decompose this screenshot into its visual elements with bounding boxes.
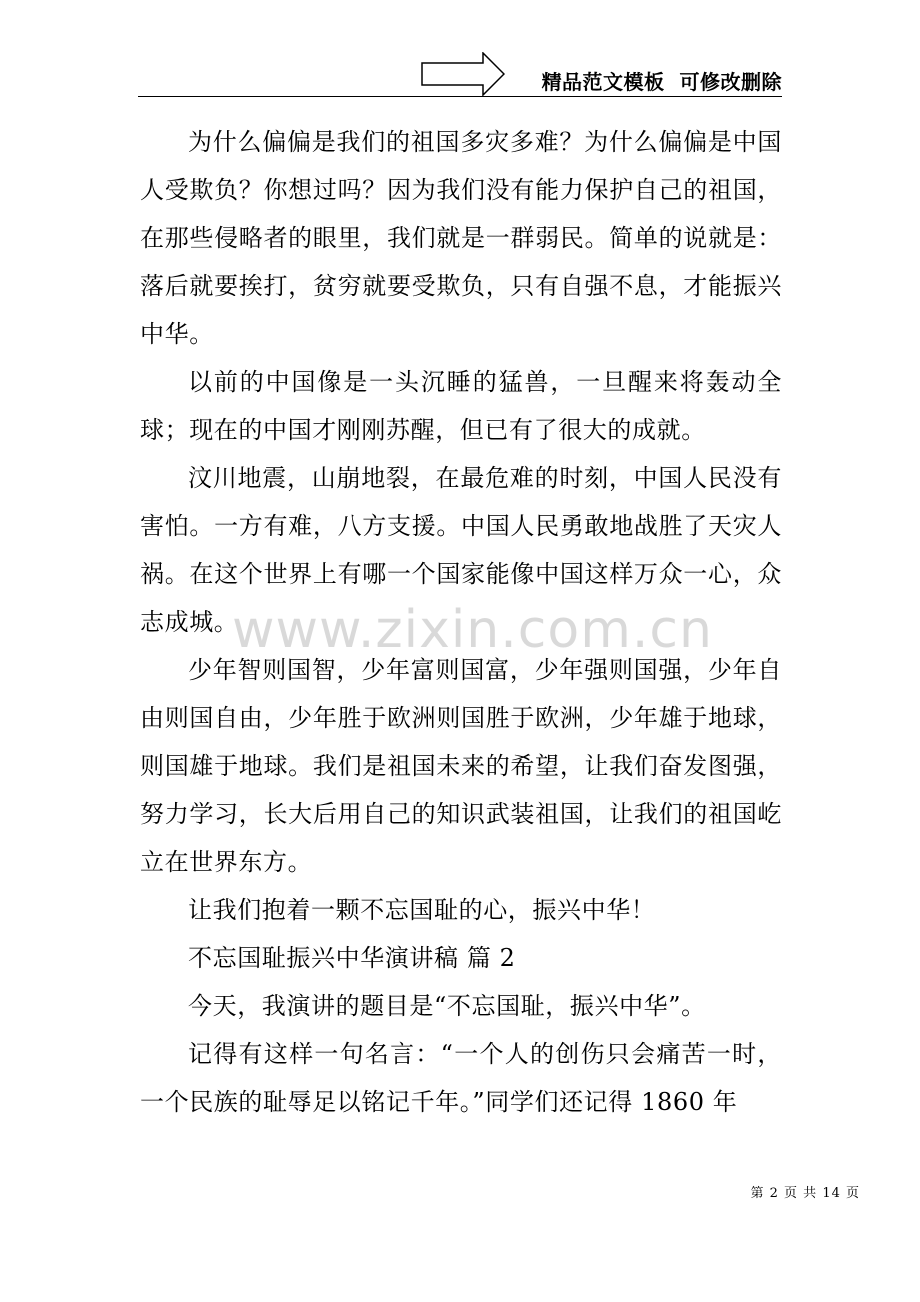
page-header xyxy=(138,48,782,97)
paragraph: 记得有这样一句名言：“一个人的创伤只会痛苦一时，一个民族的耻辱足以铭记千年。”同学们还记得 1860 年 xyxy=(140,1040,782,1116)
paragraph: 以前的中国像是一头沉睡的猛兽，一旦醒来将轰动全球；现在的中国才刚刚苏醒，但已有了很大的成就。 xyxy=(140,368,782,444)
paragraph: 汶川地震，山崩地裂，在最危难的时刻，中国人民没有害怕。一方有难，八方支援。中国人民勇敢地战胜了天灾人祸。在这个世界上有哪一个国家能像中国这样万众一心，众志成城。 xyxy=(140,464,782,636)
document-body xyxy=(140,118,782,1126)
paragraph: 今天，我演讲的题目是“不忘国耻，振兴中华”。 xyxy=(188,992,706,1020)
page-number: 第 2 页 共 14 页 xyxy=(750,1186,860,1201)
header-text: 精品范文模板 可修改删除 xyxy=(541,70,782,94)
paragraph: 为什么偏偏是我们的祖国多灾多难？为什么偏偏是中国人受欺负？你想过吗？因为我们没有能力保护自己的祖国，在那些侵略者的眼里，我们就是一群弱民。简单的说就是：落后就要挨打，贫穷就要受欺负，只有自强不息，才能振兴中华。 xyxy=(140,128,782,348)
paragraph: 少年智则国智，少年富则国富，少年强则国强，少年自由则国自由，少年胜于欧洲则国胜于欧洲，少年雄于地球，则国雄于地球。我们是祖国未来的希望，让我们奋发图强，努力学习，长大后用自己的知识武装祖国，让我们的祖国屹立在世界东方。 xyxy=(140,656,782,876)
arrow-right-icon xyxy=(421,52,505,96)
paragraph: 让我们抱着一颗不忘国耻的心，振兴中华！ xyxy=(188,896,656,924)
watermark: www.zixin.com.cn xyxy=(232,600,713,660)
section-heading: 不忘国耻振兴中华演讲稿 篇 2 xyxy=(188,944,516,972)
